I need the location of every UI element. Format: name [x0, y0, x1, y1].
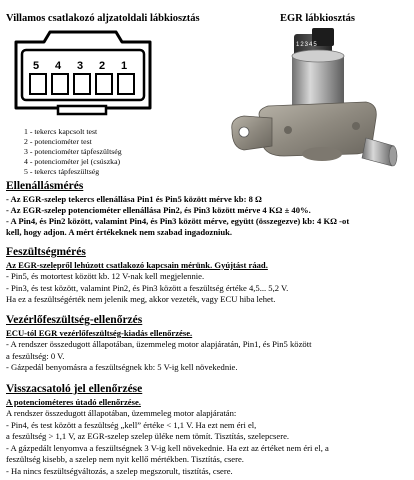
text-line: Az EGR-szelepről lehúzott csatlakozó kapcsain mérünk. Gyújtást ráad.	[6, 260, 268, 270]
egr-valve-photo	[226, 26, 402, 176]
connector-title: Villamos csatlakozó aljzatoldali lábkiosztás	[6, 13, 200, 24]
connector-diagram	[4, 28, 160, 118]
section-heading: Vezérlőfeszültség-ellenőrzés	[6, 314, 143, 326]
text-line: - A rendszer összedugott állapotában, üzemmeleg motor alapjáratán, Pin1, és Pin5 között	[6, 339, 312, 349]
text-line: - A Pin4, és Pin2 között, valamint Pin4, és Pin3 között mérve, együtt (összegezve) kb: 4 KΩ -ot	[6, 216, 350, 226]
pin-number-2: 2	[99, 60, 106, 72]
text-line: kell, hogy adjon. A mért értékeknek nem szabad ingadozniuk.	[6, 227, 233, 237]
legend-item: 3 - potenciométer tápfeszültség	[24, 147, 122, 156]
pin-number-5: 5	[33, 60, 40, 72]
section-heading: Visszacsatoló jel ellenőrzése	[6, 383, 143, 395]
text-line: Ha ez a feszültségérték nem jelenik meg, akkor vezeték, vagy ECU hiba lehet.	[6, 294, 276, 304]
valve-pin-label: 12345	[296, 42, 318, 48]
text-line: - A gázpedált lenyomva a feszültségnek 3 V-ig kell növekednie. Ha ezt az értéket nem éri el, a	[6, 443, 329, 453]
section-heading: Feszültségmérés	[6, 246, 86, 258]
pin-number-4: 4	[55, 60, 62, 72]
pin-number-1: 1	[121, 60, 128, 72]
section-heading: Ellenállásmérés	[6, 180, 84, 192]
pin-number-3: 3	[77, 60, 84, 72]
text-line: a feszültség: 0 V.	[6, 351, 65, 361]
text-line: - Pin3, és test között, valamint Pin2, és Pin3 között a feszültség értéke 4,5... 5,2 V.	[6, 283, 289, 293]
legend-item: 1 - tekercs kapcsolt test	[24, 127, 98, 136]
legend-item: 2 - potenciométer test	[24, 137, 92, 146]
text-line: - Az EGR-szelep tekercs ellenállása Pin1 és Pin5 között mérve kb: 8 Ω	[6, 194, 262, 204]
text-line: - Ha nincs feszültségváltozás, a szelep megszorult, tisztítás, csere.	[6, 466, 233, 476]
legend-item: 4 - potenciométer jel (csúszka)	[24, 157, 121, 166]
text-line: - Pin4, és test között a feszültség „kell” értéke < 1,1 V. Ha ezt nem éri el,	[6, 420, 257, 430]
text-line: a feszültség > 1,1 V, az EGR-szelep szelep üléke nem tömít. Tisztítás, szelepcsere.	[6, 431, 290, 441]
text-line: - Pin5, és motortest között kb. 12 V-nak kell megjelennie.	[6, 271, 205, 281]
legend-item: 5 - tekercs tápfeszültség	[24, 167, 100, 176]
text-line: ECU-tól EGR vezérlőfeszültség-kiadás ellenőrzése.	[6, 328, 193, 338]
text-line: - Gázpedál benyomásra a feszültségnek kb: 5 V-ig kell növekednie.	[6, 362, 238, 372]
text-line: - Az EGR-szelep potenciométer ellenállása Pin2, és Pin3 között mérve 4 KΩ ± 40%.	[6, 205, 311, 215]
text-line: A rendszer összedugott állapotában, üzemmeleg motor alapjáratán:	[6, 408, 237, 418]
text-line: feszültség kisebb, a szelep nem nyit kellő mértékben. Tisztítás, csere.	[6, 454, 244, 464]
egr-title: EGR lábkiosztás	[280, 13, 355, 24]
text-line: A potenciométeres útadó ellenőrzése.	[6, 397, 141, 407]
